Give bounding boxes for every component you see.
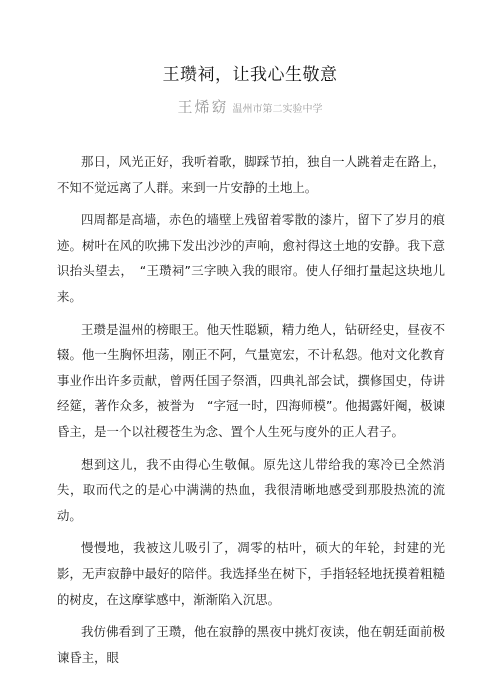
author-name: 王烯窈 — [177, 98, 229, 116]
paragraph: 我仿佛看到了王瓒，他在寂静的黑夜中挑灯夜读，他在朝廷面前极谏昏主，眼 — [57, 624, 445, 665]
paragraph: 想到这儿，我不由得心生敬佩。原先这儿带给我的寒冷已全然消失，取而代之的是心中满满的热血，我很清晰地感受到那股热流的流动。 — [57, 456, 445, 523]
paragraph: 王瓒是温州的榜眼王。他天性聪颖，精力绝人，钻研经史，昼夜不辍。他一生胸怀坦荡，刚正不阿，气量宽宏，不计私怨。他对文化教育事业作出许多贡献，曾两任国子祭酒，四典礼部会试，撰修国史，侍讲经筵，著作众多，被誉为 “字冠一时，四海师模”。他揭露奸阉，极谏昏主，是一个以社稷苍生为念、置个人生死与度外的正人君子。 — [57, 321, 445, 439]
byline — [0, 96, 500, 117]
school-name: 温州市第二实验中学 — [232, 104, 323, 115]
paragraph: 四周都是高墙，赤色的墙壁上残留着零散的漆片，留下了岁月的痕迹。树叶在风的吹拂下发出沙沙的声响，愈衬得这土地的安静。我下意识抬头望去， “王瓒祠”三字映入我的眼帘。使人仔细打量起这块地儿来。 — [57, 212, 445, 304]
article-body — [57, 149, 445, 677]
article-title: 王瓒祠，让我心生敬意 — [162, 65, 338, 85]
paragraph: 那日，风光正好，我听着歌，脚踩节拍，独自一人跳着走在路上，不知不觉远离了人群。来到一片安静的土地上。 — [57, 154, 445, 195]
paragraph: 慢慢地，我被这儿吸引了，凋零的枯叶，硕大的年轮，封建的光影，无声寂静中最好的陪伴。我选择坐在树下，手指轻轻地抚摸着粗糙的树皮，在这摩挲感中，渐渐陷入沉思。 — [57, 540, 445, 607]
